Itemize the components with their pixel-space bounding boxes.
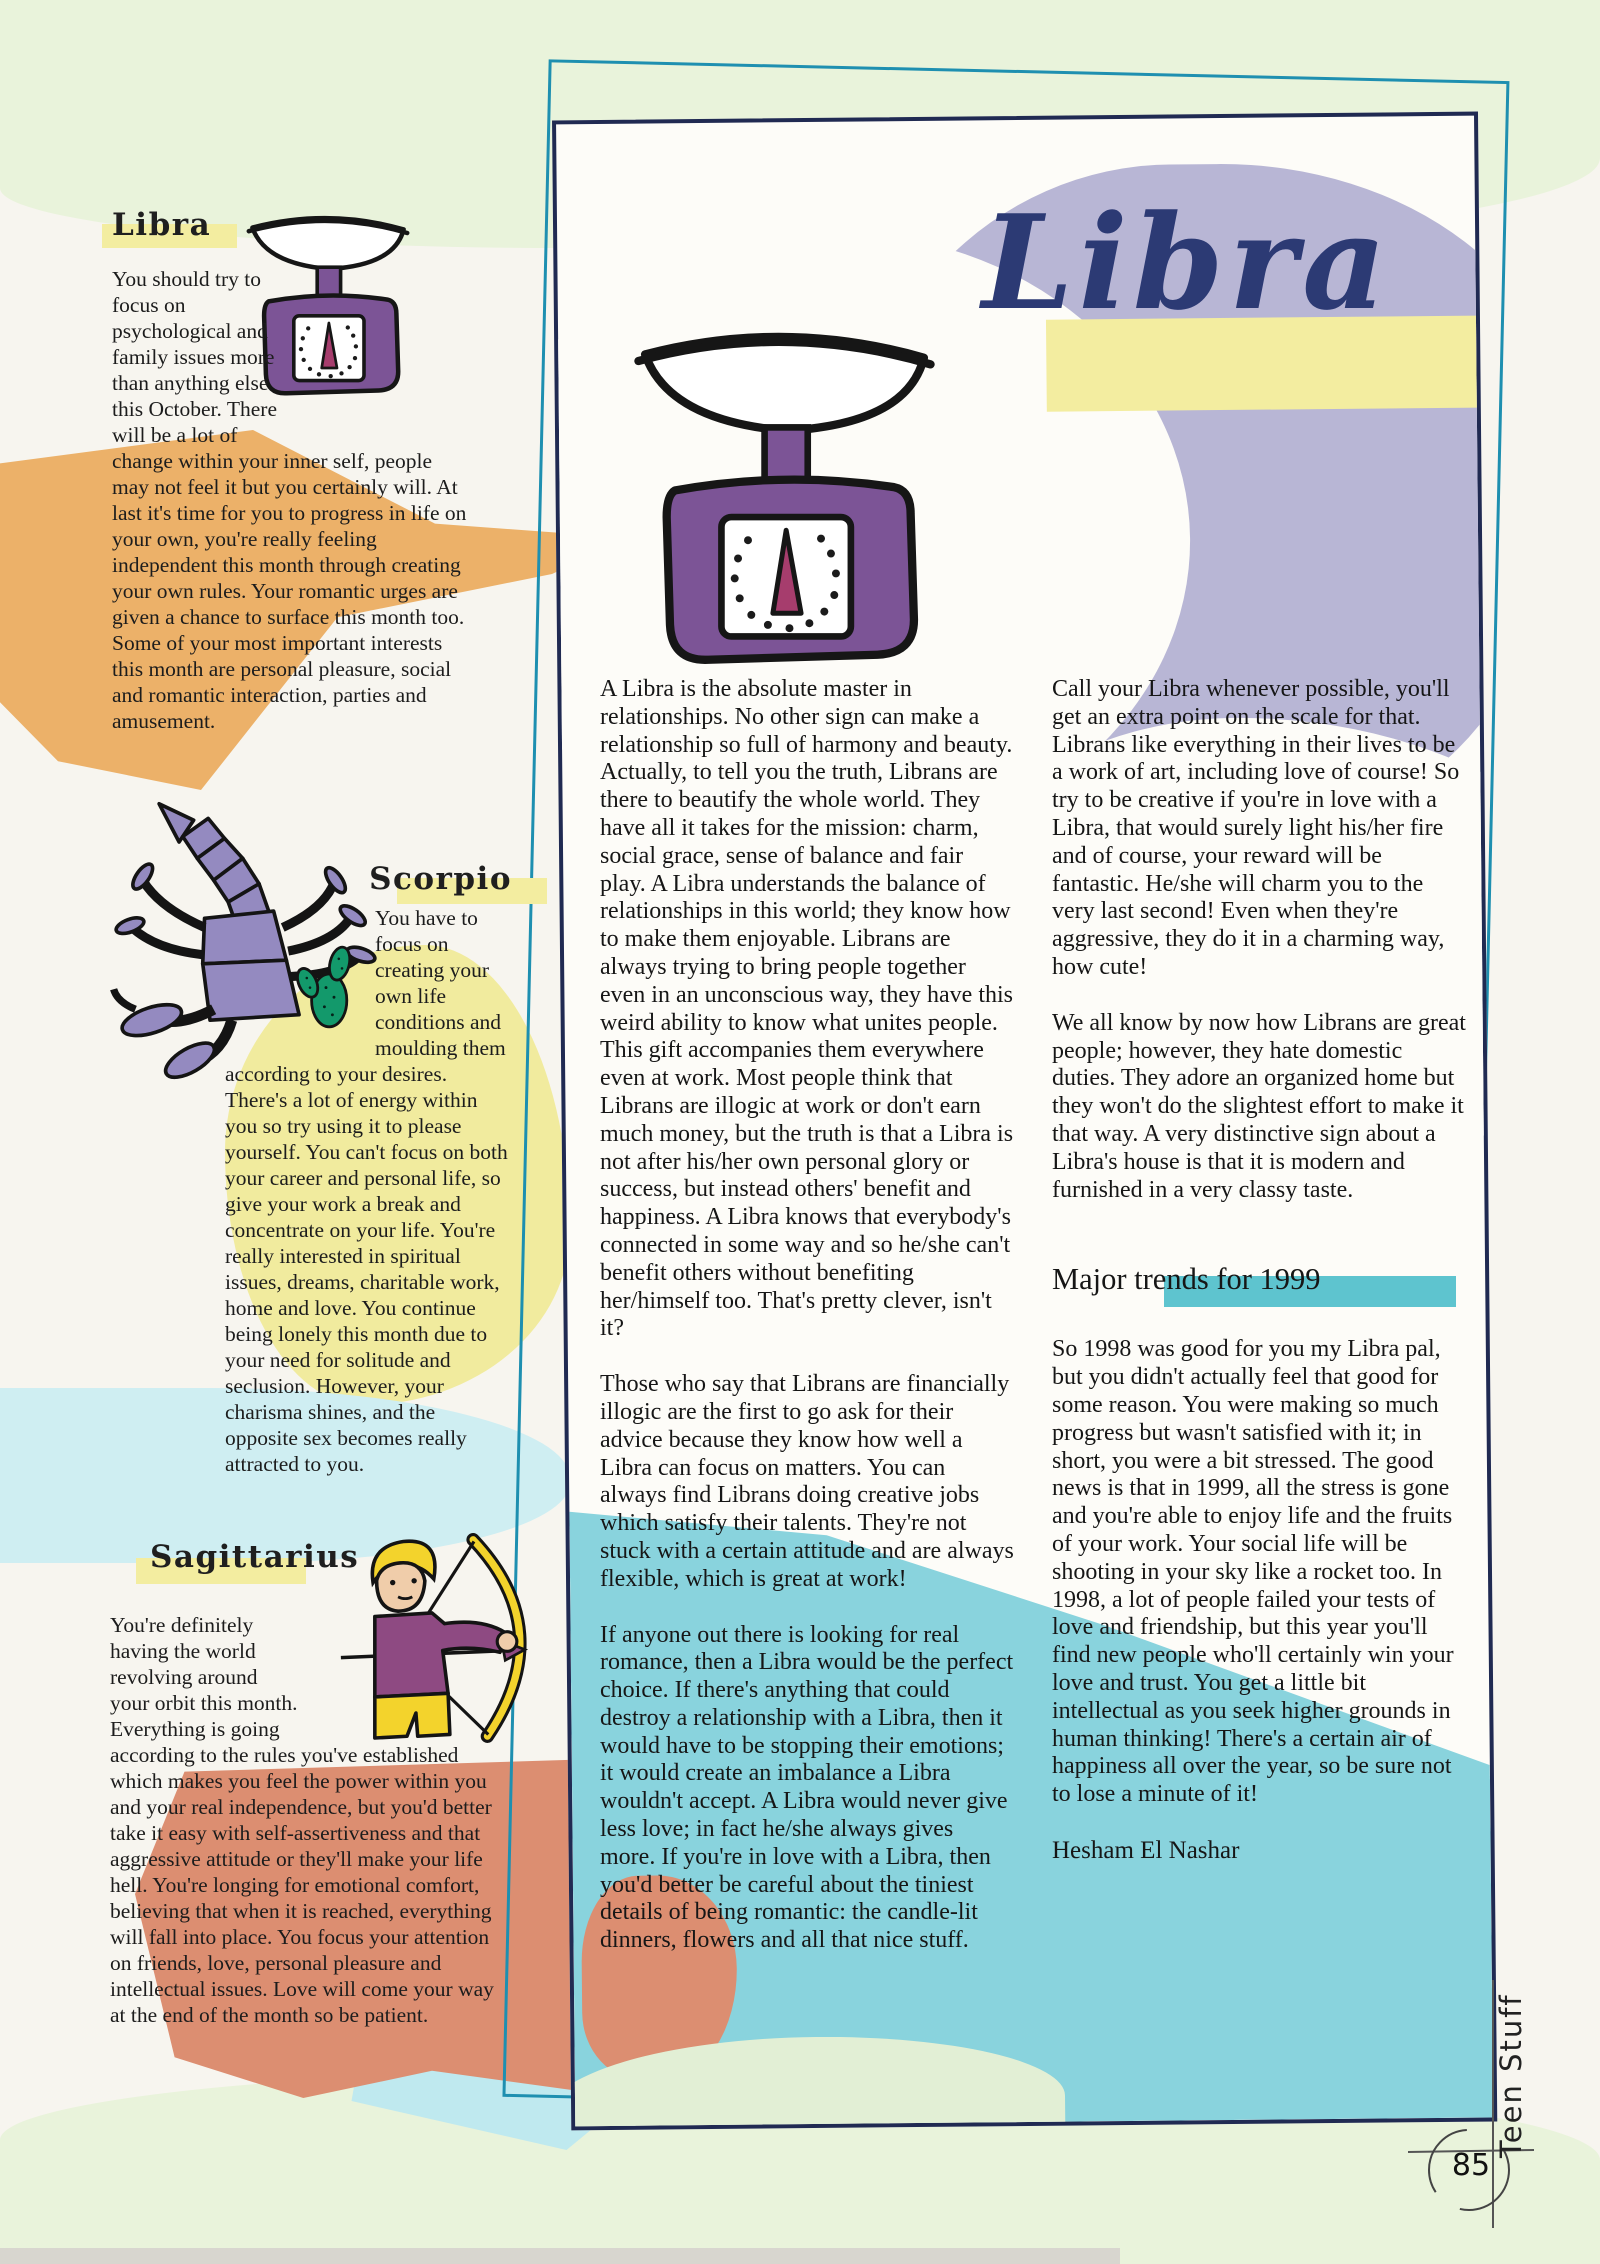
scale-icon xyxy=(612,288,957,673)
paragraph: So 1998 was good for you my Libra pal, but you didn't actually feel that good for some reason. You were making so much progress but wasn't satisfied with it; in short, you were a bit stressed. The good news is that in 1999, all the stress is gone and you're able to enjoy life and the fruits of your work. Your social life will be shooting in your sky like a rocket too. In 1998, a lot of people failed your tests of love and friendship, but this year you'll find new people who'll certainly win your love and trust. You get a little bit intellectual as you seek higher grounds in human thinking! There's a certain air of happiness all over the year, so be sure not to lose a minute of it! xyxy=(1052,1336,1454,1808)
major-trends-heading: Major trends for 1999 xyxy=(1052,1262,1466,1296)
section-scorpio-heading xyxy=(352,862,512,896)
paragraph: If anyone out there is looking for real romance, then a Libra would be the perfect choice. If there's anything that could destroy a relationship with a Libra, then it would have to be stopping their emotions; it would create an imbalance a Libra wouldn't accept. A Libra would never give less love; in fact he/she always gives more. If you're in love with a Libra, then you'd better be careful about the tiniest details of being romantic: the candle-lit dinners, flowers and all that nice stuff. xyxy=(600,1621,1014,1954)
page-number: 85 xyxy=(1451,2148,1491,2183)
section-sagittarius-heading xyxy=(150,1540,410,1574)
article-column-1 xyxy=(600,676,1014,1983)
paragraph: We all know by now how Librans are great people; however, they hate domestic duties. They adore an organized home but they won't do the slightest effort to make it that way. A very distinctive sign about a Libra's house is that it is modern and furnished in a very classy taste. xyxy=(1052,1009,1466,1203)
sagittarius-text: You're definitely having the world revolving around your orbit this month. Everything is going according to the rules you've established which makes you feel the power within you and your real independence, but you'd better take it easy with self-assertiveness and that aggressive attitude or they'll make your life hell. You're longing for emotional comfort, believing that when it is reached, everything will fall into place. You focus your attention on friends, love, personal pleasure and intellectual issues. Love will come your way at the end of the month so be patient. xyxy=(110,1613,494,2027)
magazine-name: Teen Stuff xyxy=(1494,1993,1528,2158)
sagittarius-heading: Sagittarius xyxy=(150,1540,410,1574)
paragraph: Those who say that Librans are financially illogic are the first to go ask for their advice because they know how well a Libra can focus on matters. You can always find Librans doing creative jobs which satisfy their talents. They're not stuck with a certain attitude and are always flexible, which is great at work! xyxy=(600,1371,1014,1592)
libra-heading: Libra xyxy=(112,208,472,242)
author-byline: Hesham El Nashar xyxy=(1052,1836,1240,1864)
paragraph: A Libra is the absolute master in relationships. No other sign can make a relationship so full of harmony and beauty. Actually, to tell you the truth, Librans are there to beautify the whole world. They have all it takes for the mission: charm, social grace, sense of balance and fair play. A Libra understands the balance of relationships in this world; they know how to make them enjoyable. Librans are always trying to bring people together even in an unconscious way, they have this weird ability to know what unites people. This gift accompanies them everywhere even at work. Most people think that Librans are illogic at work or don't earn much money, but the truth is that a Libra is not after his/her own personal glory or success, but instead others' benefit and happiness. A Libra knows that everybody's connected in some way and so he/she can't benefit others without benefiting her/himself too. That's pretty clever, isn't it? xyxy=(600,676,1014,1342)
scorpio-text: You have to focus on creating your own life conditions and moulding them according to your desires. There's a lot of energy within you so try using it to please yourself. You can't focus on both your career and personal life, so give your work a break and concentrate on your life. You're really interested in spiritual issues, dreams, charitable work, home and love. You continue being lonely this month due to your need for solitude and seclusion. However, your charisma shines, and the opposite sex becomes really attracted to you. xyxy=(225,906,508,1476)
article-column-2 xyxy=(1052,676,1466,1893)
article-title: Libra xyxy=(982,186,1392,339)
scan-edge xyxy=(0,2248,1120,2264)
libra-text: You should try to focus on psychological and family issues more than anything else this October. There will be a lot of change within your inner self, people may not feel it but you certainly will. At last it's time for you to progress in life on your own, you're really feeling independent this month through creating your own rules. Your romantic urges are given a chance to surface this month too. Some of your most important interests this month are personal pleasure, social and romantic interaction, parties and amusement. xyxy=(112,267,467,733)
paragraph: Call your Libra whenever possible, you'll get an extra point on the scale for that. Librans like everything in their lives to be a work of art, including love of course! So try to be creative if you're in love with a Libra, that would surely light his/her fire and of course, your reward will be fantastic. He/she will charm you to the very last second! Even when they're aggressive, they do it in a charming way, how cute! xyxy=(1052,676,1460,980)
section-libra xyxy=(112,208,472,734)
scorpio-heading: Scorpio xyxy=(352,862,512,896)
